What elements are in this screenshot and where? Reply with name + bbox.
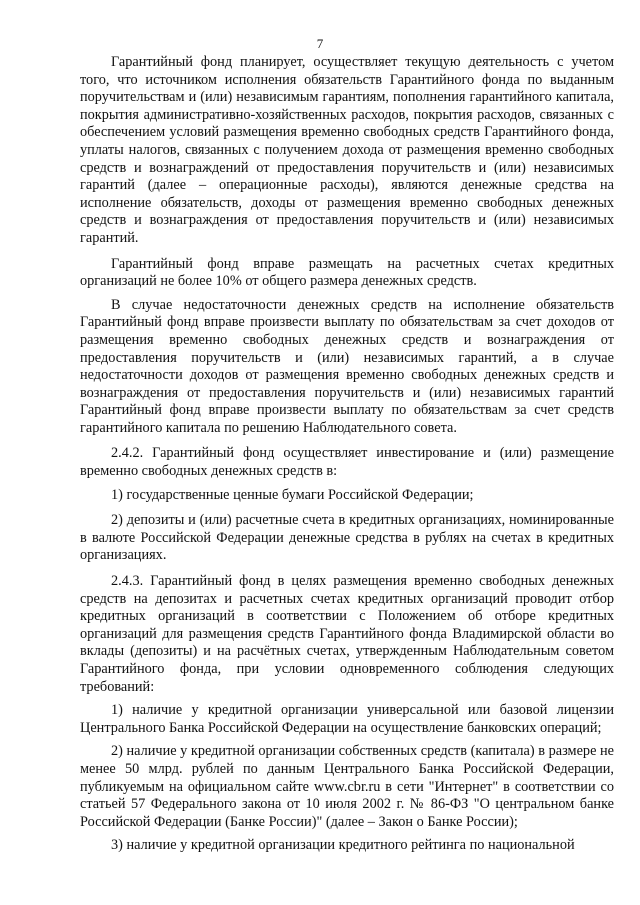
requirement-own-funds: 2) наличие у кредитной организации собственных средств (капитала) в размере не менее 50 млрд. рублей по данным Центрального Банка Российской Федерации, публикуемым на официальном сайте www.cbr.ru в сети "Интернет" в соответствии со статьей 57 Федерального закона от 10 июля 2002 г. № 86-ФЗ "О центральном банке Российской Федерации (Банке России)" (далее – Закон о Банке России);: [80, 743, 614, 830]
list-item-deposits: 2) депозиты и (или) расчетные счета в кредитных организациях, номинированные в валюте Российской Федерации денежные средства в рублях на счетах в кредитных организациях.: [80, 512, 614, 564]
list-item-government-securities: 1) государственные ценные бумаги Российской Федерации;: [111, 486, 474, 503]
page-number: 7: [316, 36, 324, 51]
paragraph-2-4-3: 2.4.3. Гарантийный фонд в целях размещения временно свободных денежных средств на депозитах и расчетных счетах кредитных организаций проводит отбор кредитных организаций в соответствии с Положением об отборе кредитных организаций для размещения средств Гарантийного фонда Владимирской области во вклады (депозиты) и на расчётных счетах, утвержденным Наблюдательным советом Гарантийного фонда, при условии одновременного соблюдения следующих требований:: [80, 573, 614, 695]
document-body: [80, 54, 614, 855]
paragraph-insufficient-funds: В случае недостаточности денежных средств на исполнение обязательств Гарантийный фонд вправе произвести выплату по обязательствам за счет доходов от размещения временно свободных денежных средств и вознаграждения от предоставления поручительств и (или) независимых гарантий, а в случае недостаточности доходов от размещения временно свободных денежных средств и вознаграждения от предоставления поручительств и (или) независимых гарантий Гарантийный фонд вправе произвести выплату по обязательствам за счет средств гарантийного капитала по решению Наблюдательного совета.: [80, 296, 614, 436]
paragraph-2-4-2: 2.4.2. Гарантийный фонд осуществляет инвестирование и (или) размещение временно свободных денежных средств в:: [80, 445, 614, 480]
requirement-credit-rating: 3) наличие у кредитной организации кредитного рейтинга по национальной: [111, 837, 575, 854]
paragraph-settlement-accounts: Гарантийный фонд вправе размещать на расчетных счетах кредитных организаций не более 10% от общего размера денежных средств.: [80, 255, 614, 290]
requirement-license: 1) наличие у кредитной организации универсальной или базовой лицензии Центрального Банка Российской Федерации на осуществление банковских операций;: [80, 702, 614, 736]
paragraph-funding-sources: Гарантийный фонд планирует, осуществляет текущую деятельность с учетом того, что источником исполнения обязательств Гарантийного фонда по выданным поручительствам и (или) независимым гарантиям, пополнения гарантийного капитала, покрытия административно-хозяйственных расходов, покрытия расходов, связанных с обеспечением условий размещения временно свободных средств Гарантийного фонда, уплаты налогов, связанных с получением дохода от размещения временно свободных средств и вознаграждений от предоставления поручительств и (или) независимых гарантий (далее – операционные расходы), являются денежные средства на исполнение обязательств, доходы от размещения временно свободных денежных средств и вознаграждения от предоставления поручительств и (или) независимых гарантий.: [80, 54, 614, 246]
